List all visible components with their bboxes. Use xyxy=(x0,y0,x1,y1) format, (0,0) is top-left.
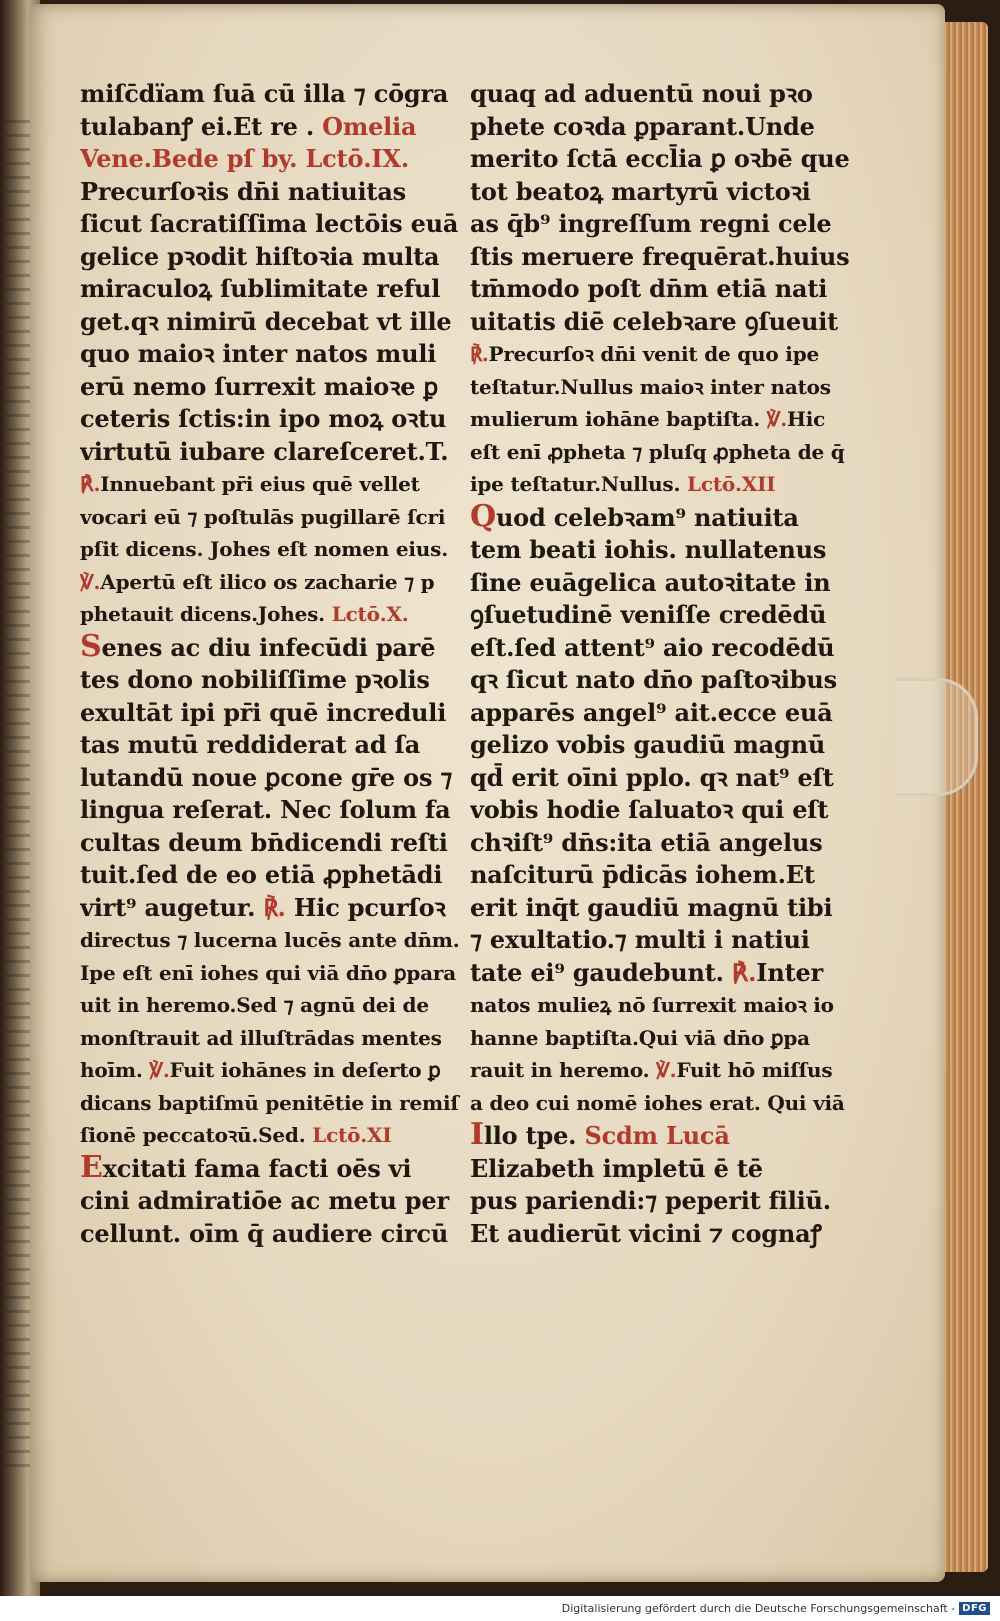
line-text: virtutū iubare clareſceret.T. xyxy=(80,436,449,466)
rubric-heading: Lctō.XI xyxy=(305,1123,392,1147)
text-line xyxy=(80,1054,465,1087)
text-line xyxy=(80,371,465,404)
text-line xyxy=(470,632,855,665)
line-text: llo tpe. xyxy=(483,1121,577,1150)
rubric-heading: Omelia xyxy=(314,111,417,141)
line-text: ceteris ſctis:in ipo moꝝ oꝛtu xyxy=(80,404,447,433)
text-line xyxy=(80,533,465,566)
book-clasp xyxy=(895,678,978,796)
line-text: Precurſoꝛ dn̄i venit de quo ipe xyxy=(488,342,820,366)
line-text: Ipe eſt enī iohes qui viā dn̄o ꝑpara xyxy=(80,960,456,985)
line-text: tm̄modo poſt dn̄m etiā nati xyxy=(470,274,828,303)
text-line xyxy=(80,241,465,274)
line-text: hanne baptiſta.Qui viā dn̄o ꝑpa xyxy=(470,1025,810,1050)
line-text: naſciturū p̄dicās iohem.Et xyxy=(470,860,815,889)
line-text: Apertū eſt ilico os zacharie ⁊ p xyxy=(100,569,435,594)
text-line xyxy=(470,1119,855,1153)
line-text: uit in heremo.Sed ⁊ agnū dei de xyxy=(80,993,429,1017)
line-text: ⁊ exultatio.⁊ multi i natiui xyxy=(470,925,810,954)
text-line xyxy=(470,989,855,1022)
line-text: lingua reſerat. Nec ſolum fa xyxy=(80,795,451,824)
text-line xyxy=(80,1218,465,1251)
line-text: get.qꝛ nimirū decebat vt ille xyxy=(80,306,452,336)
text-line xyxy=(470,762,855,795)
text-line xyxy=(80,957,465,990)
text-line xyxy=(80,598,465,631)
line-text: vocari eū ⁊ poſtulās pugillarē ſcri xyxy=(80,504,446,529)
initial-letter: Q xyxy=(470,500,496,534)
line-text: ipe teſtatur.Nullus. xyxy=(470,472,681,496)
line-text: eſt.ſed attent⁹ aio recodēdū xyxy=(470,632,835,662)
text-line xyxy=(80,273,465,306)
rubric-mark: ℣. xyxy=(80,569,101,594)
text-line xyxy=(80,78,465,111)
line-text: lutandū noue ꝑcone gr̄e os ⁊ xyxy=(80,762,453,792)
line-text: miraculoꝝ ſublimitate reful xyxy=(80,274,441,303)
text-line xyxy=(470,143,855,176)
dfg-logo: DFG xyxy=(959,1602,990,1615)
text-line xyxy=(470,892,855,925)
line-text: erit inq̄t gaudiū magnū tibi xyxy=(470,892,833,922)
line-text: cellunt. oīm q̄ audiere circū xyxy=(80,1218,449,1248)
line-text: xcitati fama facti oēs vi xyxy=(102,1153,412,1183)
text-line xyxy=(470,403,855,436)
text-line xyxy=(470,1218,855,1251)
line-text-tail: Hic xyxy=(787,407,826,431)
line-text: gelice pꝛodit hiſtoꝛia multa xyxy=(80,241,440,271)
rubric-heading: ℣. xyxy=(760,407,788,431)
text-line xyxy=(470,371,855,404)
text-line xyxy=(470,1185,855,1218)
text-line xyxy=(80,664,465,697)
text-line xyxy=(80,989,465,1022)
text-line xyxy=(80,631,465,665)
line-text: miſc̄dïam ſuā cū illa ⁊ cōgra xyxy=(80,79,449,108)
line-text-tail: Fuit hō miſſus xyxy=(676,1058,833,1082)
line-text: merito ſctā eccl̄ia ꝑ oꝛbē que xyxy=(470,144,850,173)
text-line xyxy=(80,566,465,599)
line-text: Elizabeth impletū ē tē xyxy=(470,1153,763,1183)
text-line xyxy=(470,273,855,306)
line-text: Precurſoꝛis dn̄i natiuitas xyxy=(80,176,406,206)
line-text: qd̄ erit oīni pplo. qꝛ nat⁹ eſt xyxy=(470,762,834,792)
rubric-heading: ℣. xyxy=(142,1058,170,1082)
text-line xyxy=(470,664,855,697)
line-text: Et audierūt vicini ⁊ cognaꝭ xyxy=(470,1218,822,1248)
text-line xyxy=(470,1022,855,1055)
line-text: tuit.ſed de eo etiā ꝓphetādi xyxy=(80,860,443,889)
line-text: erū nemo ſurrexit maioꝛe ꝑ xyxy=(80,371,439,401)
line-text: tulabanꝭ ei.Et re . xyxy=(80,111,315,141)
line-text: ſionē peccatoꝛū.Sed. xyxy=(80,1123,306,1147)
text-line xyxy=(80,859,465,892)
text-line xyxy=(80,403,465,436)
text-line xyxy=(80,794,465,827)
text-line xyxy=(80,176,465,209)
rubric-heading: Lctō.XII xyxy=(680,472,776,496)
line-text-tail: Hic pcurſoꝛ xyxy=(285,892,446,922)
text-line xyxy=(80,143,465,176)
text-line xyxy=(470,567,855,600)
line-text: Vene.Bede pſ by. Lctō.IX. xyxy=(80,144,410,173)
left-text-column xyxy=(80,78,465,1250)
initial-letter: E xyxy=(80,1151,103,1185)
text-line xyxy=(470,111,855,144)
line-text: uod celebꝛam⁹ natiuita xyxy=(495,502,799,532)
line-text: tem beati iohis. nullatenus xyxy=(470,535,827,564)
line-text: Innuebant pr̄i eius quē vellet xyxy=(100,472,420,496)
line-text: natos mulieꝝ nō ſurrexit maioꝛ io xyxy=(470,993,834,1017)
line-text: tas mutū reddiderat ad ſa xyxy=(80,730,421,759)
text-line xyxy=(470,697,855,730)
line-text: tes dono nobiliſſime pꝛolis xyxy=(80,665,430,694)
text-line xyxy=(470,208,855,241)
text-line xyxy=(80,762,465,795)
text-line xyxy=(470,957,855,990)
text-line xyxy=(80,1152,465,1186)
line-text: enes ac diu infecūdi parē xyxy=(101,632,436,662)
text-line xyxy=(80,306,465,339)
initial-letter: S xyxy=(80,630,102,664)
text-line xyxy=(470,176,855,209)
line-text: qꝛ ſicut nato dn̄o paſtoꝛibus xyxy=(470,665,837,694)
text-line xyxy=(470,827,855,860)
rubric-heading: Scdm Lucā xyxy=(576,1121,730,1150)
line-text: vobis hodie ſaluatoꝛ qui eſt xyxy=(470,795,829,824)
footer-credit-text: Digitalisierung gefördert durch die Deutsche Forschungsgemeinschaft - xyxy=(561,1602,956,1615)
line-text: pus pariendi:⁊ peperit filiū. xyxy=(470,1186,831,1215)
text-line xyxy=(470,1054,855,1087)
right-text-column xyxy=(470,78,855,1250)
line-text: virt⁹ augetur. xyxy=(80,892,256,922)
line-text: dicans baptiſmū penitētie in remiſ xyxy=(80,1090,459,1115)
line-text: teſtatur.Nullus maioꝛ inter natos xyxy=(470,374,831,399)
text-line xyxy=(80,697,465,730)
line-text: directus ⁊ lucerna lucēs ante dn̄m. xyxy=(80,928,460,952)
line-text-tail: Fuit iohānes in deſerto ꝑ xyxy=(169,1058,441,1082)
line-text: chꝛiſt⁹ dn̄s:ita etiā angelus xyxy=(470,827,823,857)
text-line xyxy=(80,1119,465,1152)
text-line xyxy=(470,436,855,469)
text-line xyxy=(470,468,855,501)
text-line xyxy=(470,78,855,111)
line-text: monſtrauit ad illuſtrādas mentes xyxy=(80,1025,442,1050)
text-line xyxy=(80,1087,465,1120)
line-text: gelizo vobis gaudiū magnū xyxy=(470,730,826,759)
line-text-tail: Inter xyxy=(756,957,823,987)
text-line xyxy=(470,338,855,371)
line-text: pſit dicens. Johes eſt nomen eius. xyxy=(80,537,448,561)
text-line xyxy=(470,534,855,567)
line-text: tate ei⁹ gaudebunt. xyxy=(470,957,724,987)
line-text: as q̄b⁹ ingreſſum regni cele xyxy=(470,209,832,238)
text-line xyxy=(470,241,855,274)
line-text: rauit in heremo. xyxy=(470,1058,650,1082)
text-line xyxy=(80,924,465,957)
line-text: mulierum iohāne baptiſta. xyxy=(470,407,761,431)
text-line xyxy=(80,1022,465,1055)
line-text: hoīm. xyxy=(80,1058,143,1082)
text-line xyxy=(80,436,465,469)
text-line xyxy=(80,729,465,762)
line-text: ſtis meruere frequērat.huius xyxy=(470,241,850,271)
line-text: apparēs angel⁹ ait.ecce euā xyxy=(470,697,833,727)
line-text: quo maioꝛ inter natos muli xyxy=(80,339,437,368)
line-text: tot beatoꝝ martyrū victoꝛi xyxy=(470,176,811,206)
rubric-heading: ℣. xyxy=(649,1058,677,1082)
line-text: eſt enī ꝓpheta ⁊ pluſq ꝓpheta de q̄ xyxy=(470,439,845,464)
line-text: ſicut ſacratiſſima lectōis euā xyxy=(80,209,459,238)
text-line xyxy=(470,1087,855,1120)
line-text: a deo cui nomē iohes erat. Qui viā xyxy=(470,1090,845,1115)
line-text: phete coꝛda ꝑparant.Unde xyxy=(470,111,815,141)
rubric-mark: ℟. xyxy=(80,472,101,496)
line-text: uitatis diē celebꝛare ꝯſueuit xyxy=(470,306,839,336)
text-line xyxy=(470,306,855,339)
text-line xyxy=(470,1153,855,1186)
line-text: quaq ad aduentū noui pꝛo xyxy=(470,79,813,108)
text-line xyxy=(80,501,465,534)
text-line xyxy=(80,111,465,144)
text-line xyxy=(80,338,465,371)
text-line xyxy=(470,599,855,632)
rubric-heading: Lctō.X. xyxy=(324,602,409,626)
line-text: phetauit dicens.Johes. xyxy=(80,602,325,626)
text-line xyxy=(470,501,855,535)
initial-letter: I xyxy=(470,1119,484,1152)
text-line xyxy=(470,859,855,892)
line-text: exultāt ipi pr̄i quē increduli xyxy=(80,697,447,727)
text-line xyxy=(470,729,855,762)
rubric-heading: ℟. xyxy=(723,957,757,987)
text-line xyxy=(80,827,465,860)
rubric-heading: ℟. xyxy=(255,892,286,922)
text-line xyxy=(470,794,855,827)
text-line xyxy=(80,208,465,241)
text-line xyxy=(470,924,855,957)
text-line xyxy=(80,1185,465,1218)
line-text: ꝯſuetudinē veniſſe credēdū xyxy=(470,600,827,629)
line-text: cultas deum bn̄dicendi reſti xyxy=(80,827,448,857)
line-text: cini admiratiōe ac metu per xyxy=(80,1186,449,1215)
footer-credit-bar xyxy=(0,1596,1000,1621)
text-line xyxy=(80,468,465,501)
rubric-mark: ℟. xyxy=(470,342,489,366)
text-line xyxy=(80,892,465,925)
line-text: ſine euāgelica autoꝛitate in xyxy=(470,567,831,597)
